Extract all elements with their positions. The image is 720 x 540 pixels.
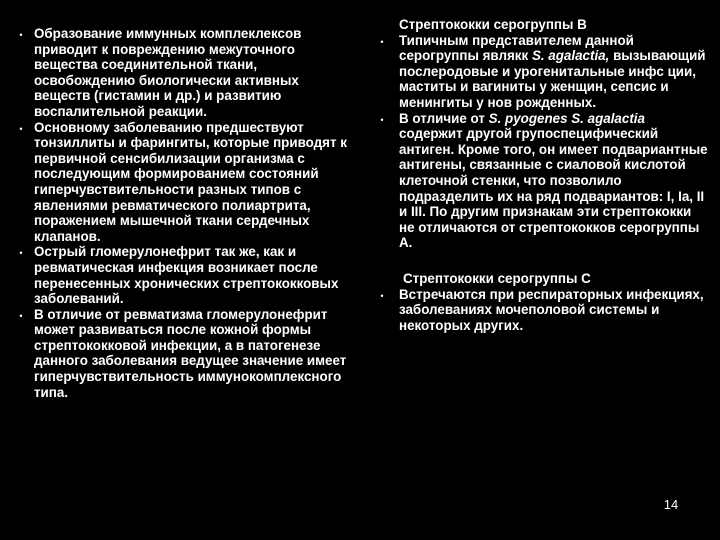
group-b-representative-text: Типичным представителем данной серогруппы являкк S. agalactia, вызывающий послеродовые и урогенитальные инфс ции, маститы и вагиниты у женщин, сепсис и менингиты у нов рожденных. [399,32,706,110]
list-item [365,33,710,111]
species-name: S. agalactia, [531,48,610,64]
left-column [8,26,348,400]
list-item [8,26,348,120]
group-b-heading: Стрептококки серогруппы В [399,17,587,32]
list-item [365,111,710,251]
bullet-icon: • [19,248,23,259]
immune-complex-text: Образование иммунных комплеклексов приводит к повреждению межуточного вещества соединительной ткани, освобождению биологически активных веществ (гистамин и др.) и развитию воспалительной реакции. [34,26,302,119]
group-c-heading: Стрептококки серогруппы С [403,270,591,286]
bullet-icon: • [380,114,384,125]
tonsillitis-text: Основному заболеванию предшествуют тонзиллиты и фарингиты, которые приводят к первичной сенсибилизации организма с последующим формированием состояний гиперчувствительности разных типов с явлениями ревматического полиартрита, поражением мышечной ткани сердечных клапанов. [34,119,347,244]
species-name: S. pyogenes S. agalactia [488,110,645,126]
list-item [8,244,348,306]
bullet-icon: • [380,290,384,301]
list-item [365,287,710,334]
bullet-icon: • [19,310,23,321]
list-item [8,120,348,245]
page-number: 14 [663,497,679,512]
rheumatism-difference-text: В отличие от ревматизма гломерулонефрит может развиваться после кожной формы стрептококковой инфекции, а в патогенезе данного заболевания ведущее значение имеет гиперчувствительность иммунокомплексного типа. [34,306,347,400]
bullet-icon: • [19,123,23,134]
glomerulonephritis-text: Острый гломерулонефрит так же, как и ревматическая инфекция возникает после перенесенных хронических стрептококковых заболеваний. [34,244,339,307]
group-c-text: Встречаются при респираторных инфекциях, заболеваниях мочеполовой системы и некоторых других. [399,286,704,333]
bullet-icon: • [19,30,23,40]
right-column [365,17,710,333]
group-b-antigen-text: В отличие от S. pyogenes S. agalactia содержит другой групоспецифический антиген. Кроме того, он имеет подвариантные антигены, связанные с сиаловой кислотой клеточной стенки, что позволило подразделить их на ряд подвариантов: I, Ia, II и III. По другим признакам эти стрептококки не отличаются от стрептококков серогруппы А. [399,110,708,251]
list-item [8,307,348,401]
bullet-icon: • [380,36,384,47]
